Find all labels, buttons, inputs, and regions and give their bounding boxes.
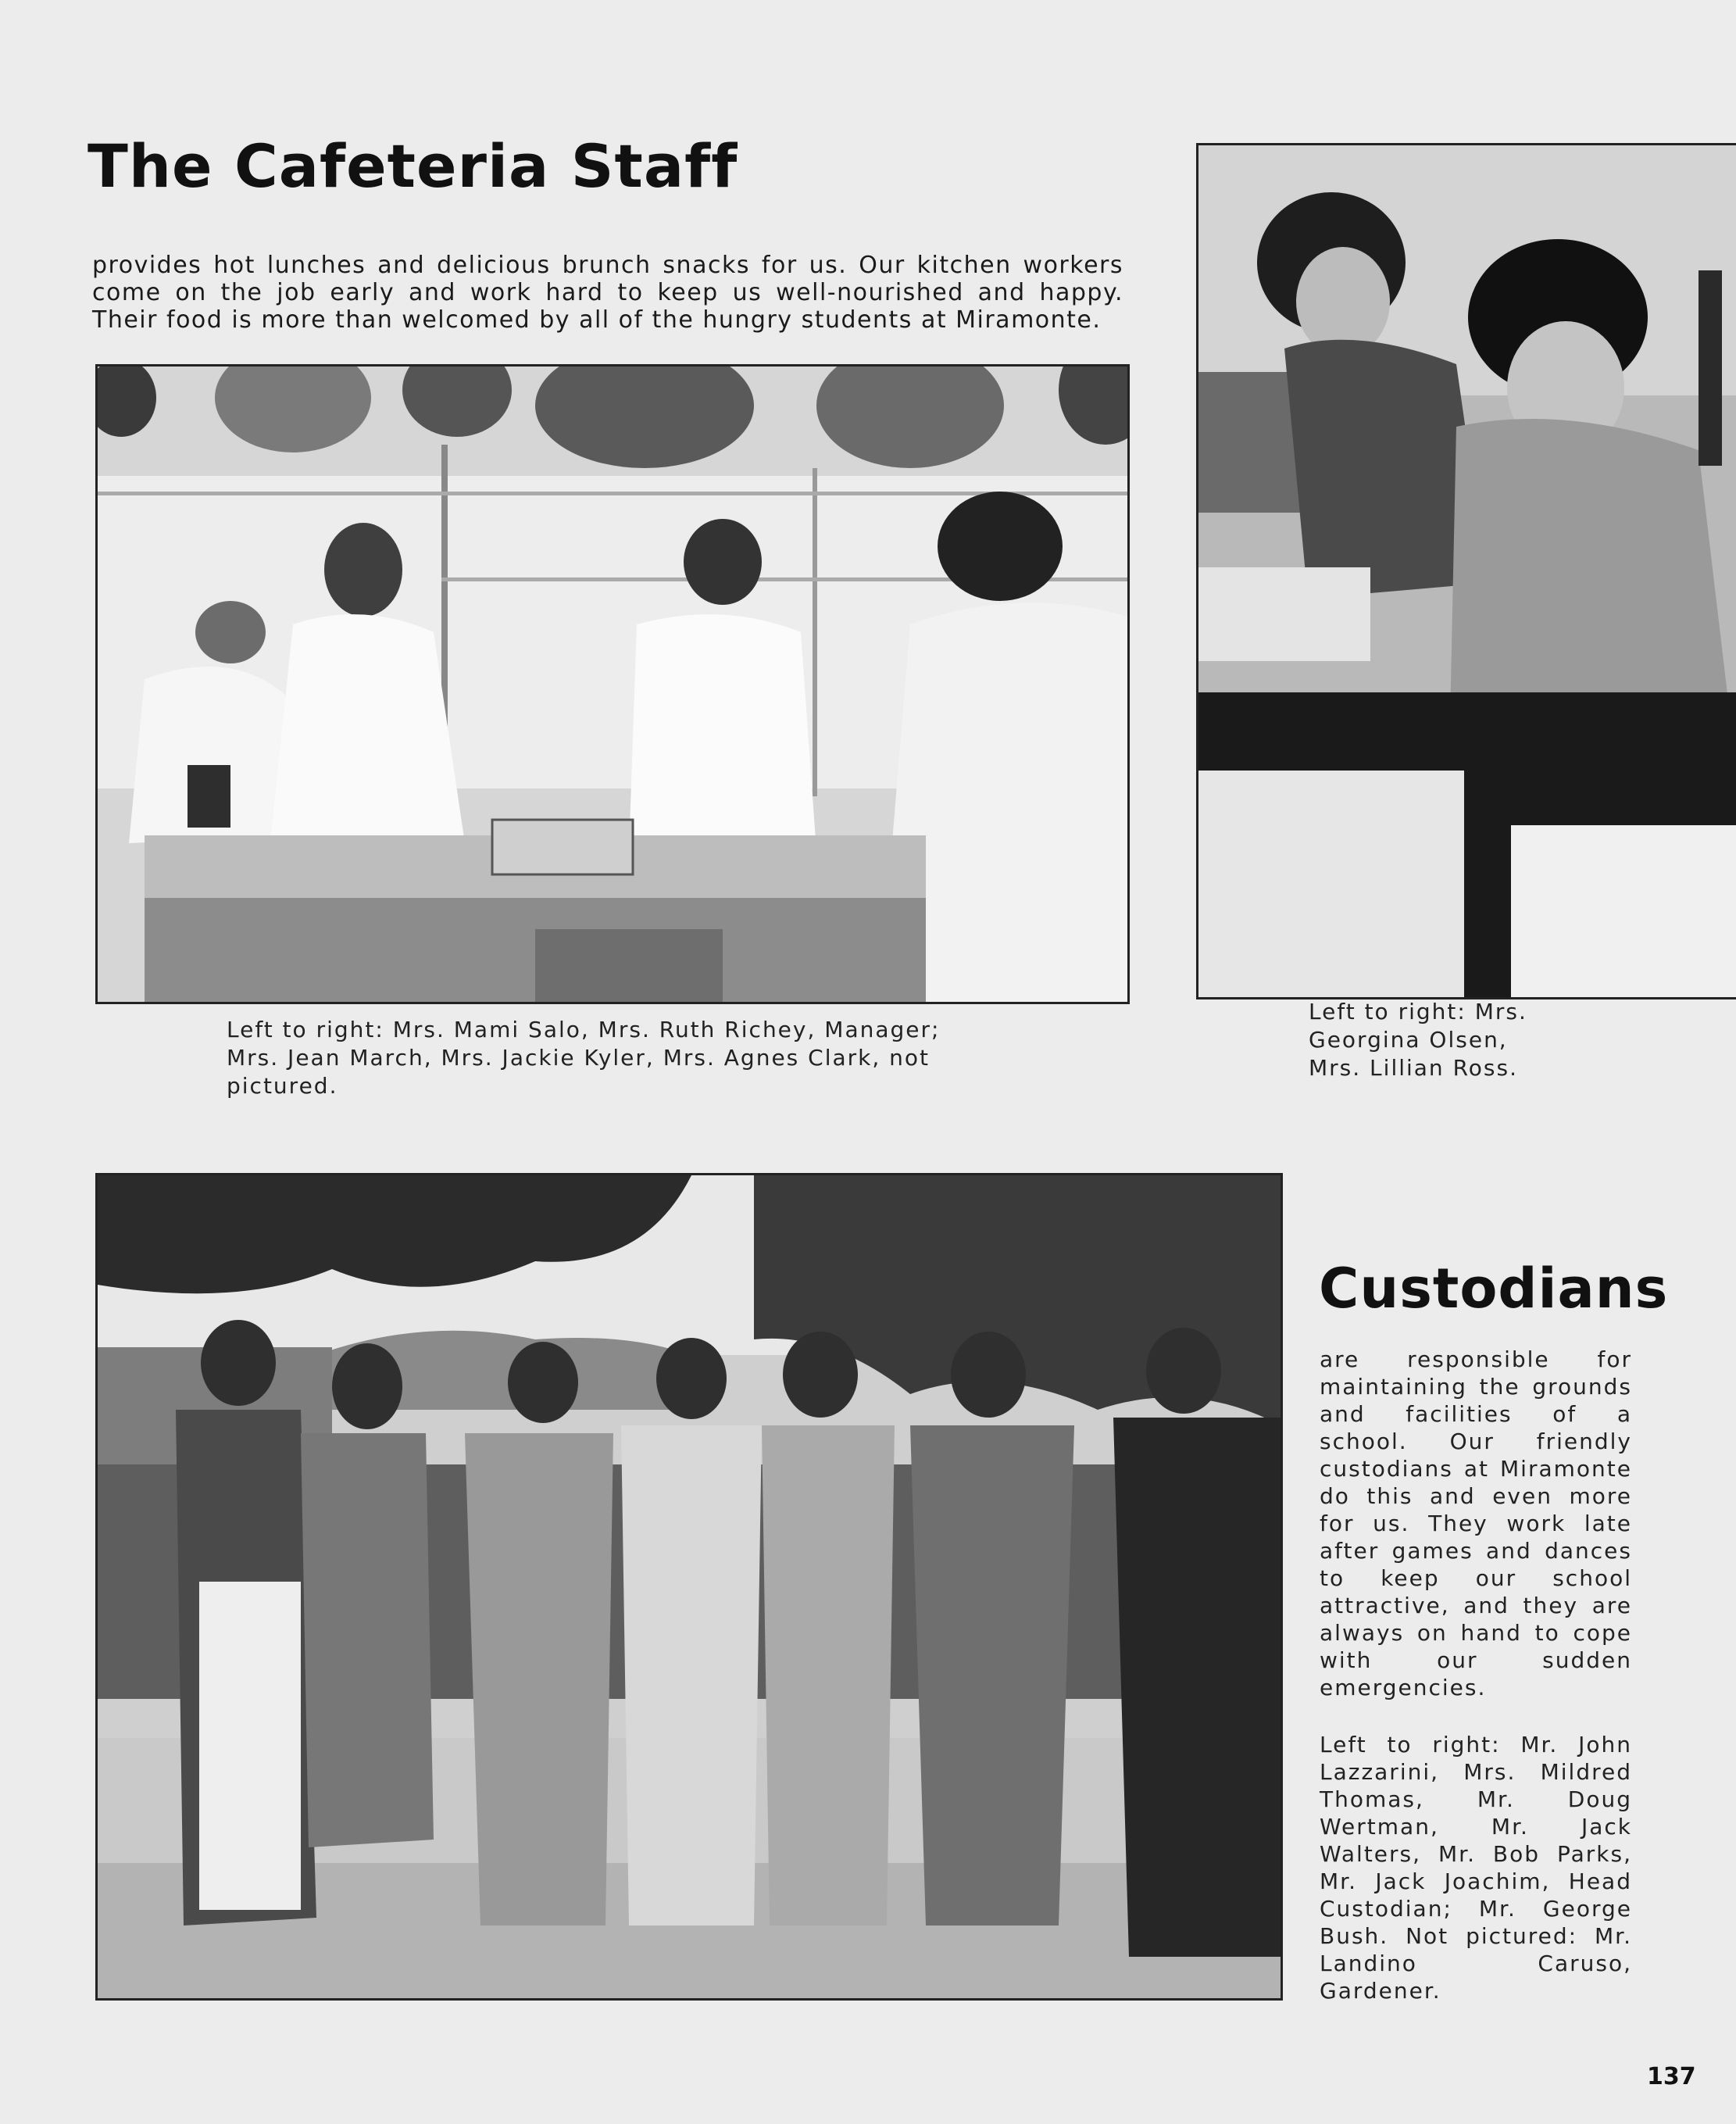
- custodians-group-photo: [95, 1173, 1283, 2001]
- page-number: 137: [1647, 2063, 1696, 2090]
- custodians-body: are responsible for maintaining the grounds and facilities of a school. Our friendly custodians at Miramonte do this and even more for us. They work late after games and dances to keep our school attractive, and they are always on hand to cope with our sudden emergencies.: [1320, 1346, 1632, 1700]
- custodians-caption: Left to right: Mr. John Lazzarini, Mrs. Mildred Thomas, Mr. Doug Wertman, Mr. Jack Walters, Mr. Bob Parks, Mr. Jack Joachim, Head Custodian; Mr. George Bush. Not pictured: Mr. Landino Caruso, Gardener.: [1320, 1732, 1632, 2004]
- closeup-caption: Left to right: Mrs. Georgina Olsen, Mrs. Lillian Ross.: [1309, 999, 1527, 1081]
- cafeteria-caption: Left to right: Mrs. Mami Salo, Mrs. Ruth Richey, Manager; Mrs. Jean March, Mrs. Jackie Kyler, Mrs. Agnes Clark, not pictured.: [227, 1017, 941, 1099]
- cafeteria-title: The Cafeteria Staff: [88, 131, 738, 201]
- cafeteria-kitchen-photo: [95, 364, 1130, 1004]
- custodians-title: Custodians: [1319, 1257, 1669, 1321]
- cafeteria-closeup-photo: [1196, 143, 1736, 999]
- cafeteria-intro: provides hot lunches and delicious brunch snacks for us. Our kitchen workers come on the job early and work hard to keep us well-nourished and happy. Their food is more than welcomed by all of the hungry students at Miramonte.: [92, 252, 1123, 334]
